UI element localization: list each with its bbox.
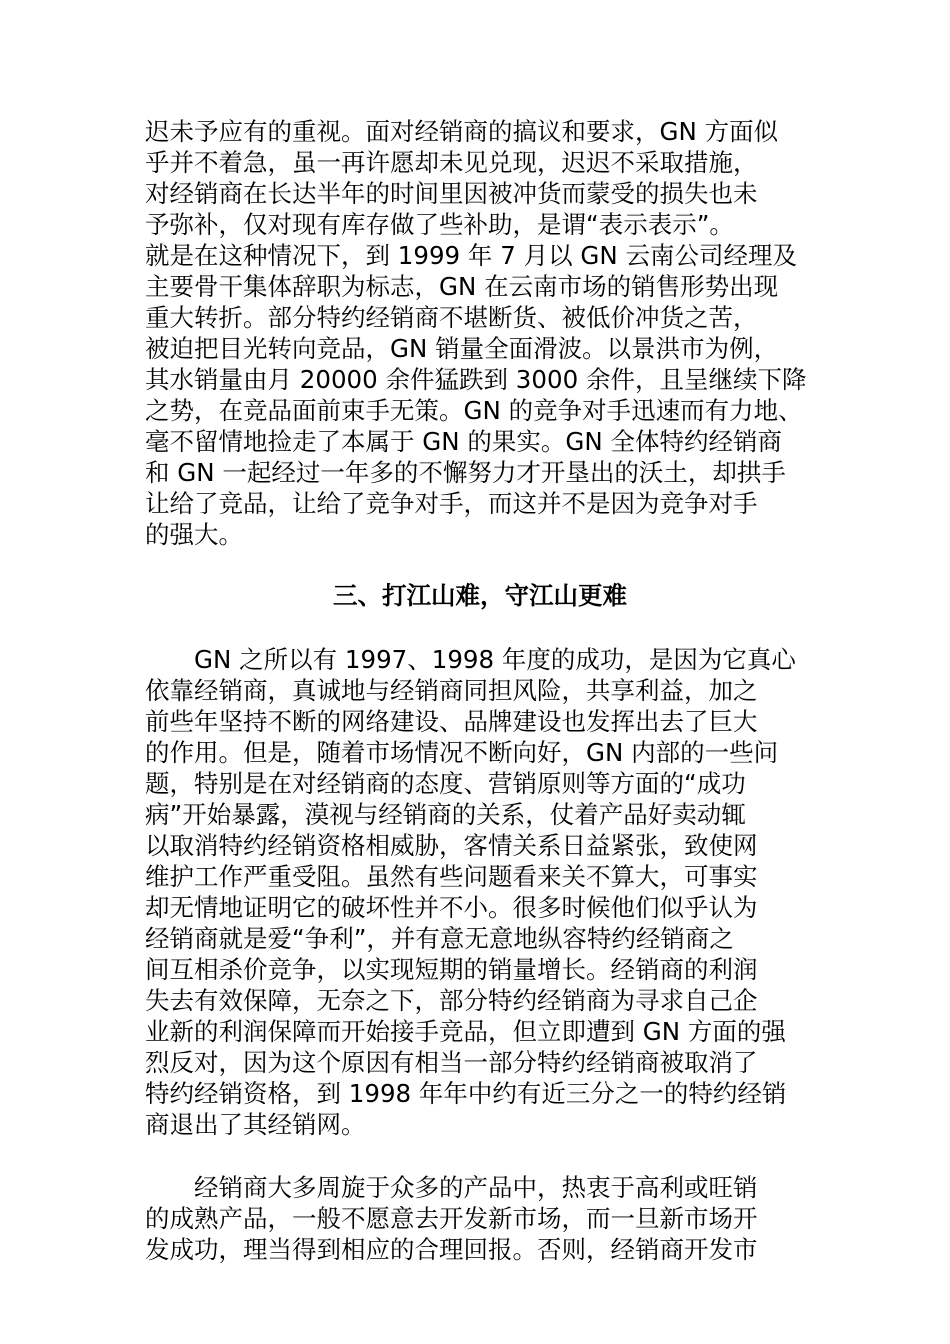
text-line: 毫不留情地捡走了本属于 GN 的果实。GN 全体特约经销商	[145, 427, 782, 456]
text-line: 病”开始暴露，漠视与经销商的关系，仗着产品好卖动辄	[145, 800, 746, 829]
text-line: 迟未予应有的重视。面对经销商的搞议和要求，GN 方面似	[145, 117, 779, 146]
text-line: 业新的利润保障而开始接手竞品，但立即遭到 GN 方面的强	[145, 1017, 786, 1046]
text-line: 让给了竞品，让给了竞争对手，而这并不是因为竞争对手	[145, 489, 758, 518]
page-content	[145, 116, 815, 1265]
text-line: GN 之所以有 1997、1998 年度的成功，是因为它真心	[145, 645, 796, 674]
text-line: 题，特别是在对经销商的态度、营销原则等方面的“成功	[145, 769, 746, 798]
paragraph-2	[145, 644, 815, 1140]
text-line: 予弥补，仅对现有库存做了些补助，是谓“表示表示”。	[145, 210, 734, 239]
text-line: 之势，在竞品面前束手无策。GN 的竞争对手迅速而有力地、	[145, 396, 803, 425]
text-line: 经销商就是爱“争利”，并有意无意地纵容特约经销商之	[145, 924, 734, 953]
text-line: 乎并不着急，虽一再许愿却未见兑现，迟迟不采取措施，	[145, 148, 758, 177]
text-line: 的成熟产品，一般不愿意去开发新市场，而一旦新市场开	[145, 1204, 758, 1233]
text-line: 却无情地证明它的破坏性并不小。很多时候他们似乎认为	[145, 893, 758, 922]
text-line: 依靠经销商，真诚地与经销商同担风险，共享利益，加之	[145, 676, 758, 705]
text-line: 经销商大多周旋于众多的产品中，热衷于高利或旺销	[145, 1173, 758, 1202]
text-line: 前些年坚持不断的网络建设、品牌建设也发挥出去了巨大	[145, 707, 758, 736]
text-line: 被迫把目光转向竞品，GN 销量全面滑波。以景洪市为例，	[145, 334, 779, 363]
text-line: 对经销商在长达半年的时间里因被冲货而蒙受的损失也未	[145, 179, 758, 208]
paragraph-spacer	[145, 1140, 815, 1172]
paragraph-1	[145, 116, 815, 550]
text-line: 特约经销资格，到 1998 年年中约有近三分之一的特约经销	[145, 1079, 787, 1108]
text-line: 和 GN 一起经过一年多的不懈努力才开垦出的沃土，却拱手	[145, 458, 786, 487]
text-line: 发成功，理当得到相应的合理回报。否则，经销商开发市	[145, 1235, 758, 1264]
paragraph-3	[145, 1172, 815, 1265]
text-line: 维护工作严重受阻。虽然有些问题看来关不算大，可事实	[145, 862, 758, 891]
text-line: 主要骨干集体辞职为标志，GN 在云南市场的销售形势出现	[145, 272, 779, 301]
section-heading: 三、打江山难，守江山更难	[333, 581, 627, 610]
text-line: 烈反对，因为这个原因有相当一部分特约经销商被取消了	[145, 1048, 758, 1077]
text-line: 重大转折。部分特约经销商不堪断货、被低价冲货之苦，	[145, 303, 758, 332]
text-line: 的作用。但是，随着市场情况不断向好，GN 内部的一些问	[145, 738, 779, 767]
text-line: 其水销量由月 20000 余件猛跌到 3000 余件，且呈继续下降	[145, 365, 807, 394]
text-line: 失去有效保障，无奈之下，部分特约经销商为寻求自己企	[145, 986, 758, 1015]
text-line: 以取消特约经销资格相威胁，客情关系日益紧张，致使网	[145, 831, 758, 860]
text-line: 间互相杀价竞争，以实现短期的销量增长。经销商的利润	[145, 955, 758, 984]
text-line: 商退出了其经销网。	[145, 1110, 366, 1139]
text-line: 就是在这种情况下，到 1999 年 7 月以 GN 云南公司经理及	[145, 241, 797, 270]
text-line: 的强大。	[145, 520, 243, 549]
